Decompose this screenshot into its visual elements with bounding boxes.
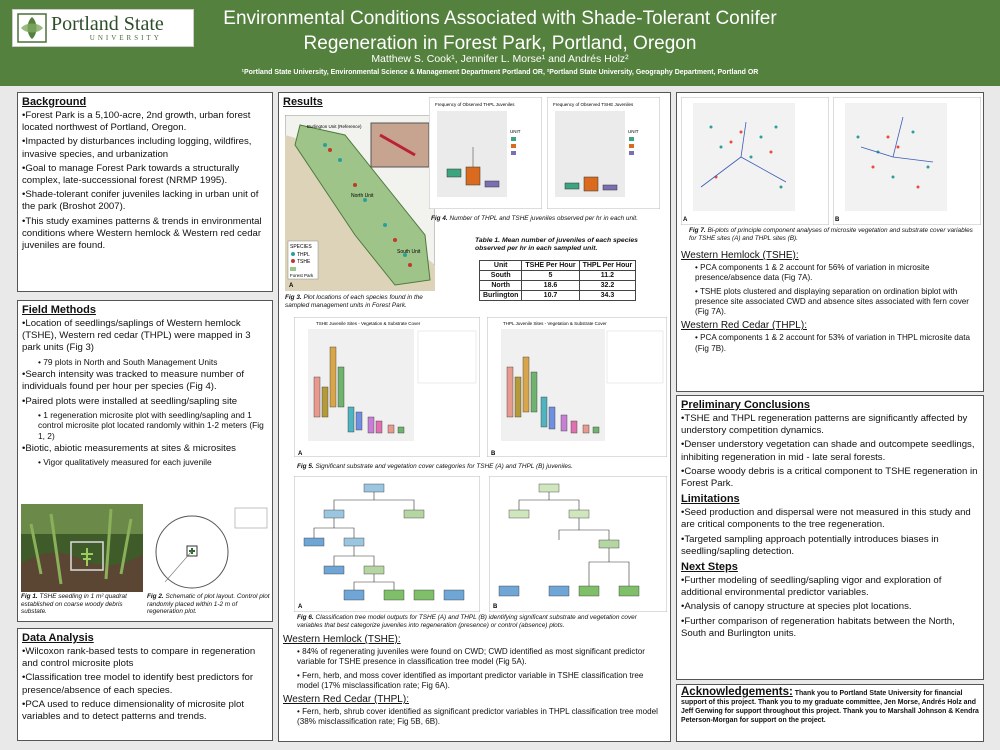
table-cell: South <box>480 271 522 281</box>
fig2-caption <box>147 593 271 616</box>
fig5-caption <box>297 463 657 471</box>
results-heading: Results <box>283 96 323 108</box>
fig2-caption-label: Fig 2. <box>147 593 164 600</box>
fig5-caption-text: Significant substrate and vegetation cover categories for TSHE (A) and THPL (B) juveniles. <box>313 463 573 470</box>
table-cell: 34.3 <box>579 291 636 301</box>
fig2-caption-text: Schematic of plot layout. Control plot randomly placed within 1-2 m of regeneration plot. <box>147 593 270 616</box>
pca-tshe-heading: Western Hemlock (TSHE): <box>681 250 799 261</box>
fig3-map <box>285 115 435 291</box>
da-bullet: •PCA used to reduce dimensionality of microsite plot variables and to detect patterns and trends. <box>22 698 244 723</box>
fig5-caption-label: Fig 5. <box>297 463 314 470</box>
next-step-bullet: •Further modeling of seedling/sapling vigor and exploration of additional environmental predictor variables. <box>681 575 942 599</box>
da-bullet: •Classification tree model to identify best predictors for presence/absence of each species. <box>22 672 254 696</box>
map-legend-title: SPECIES <box>290 244 312 250</box>
table1-caption <box>475 237 655 252</box>
data-analysis-list <box>18 646 272 723</box>
fig1-caption-text: TSHE seedling in 1 m² quadrat established on coarse woody debris substate. <box>21 593 127 616</box>
next-step-bullet: •Further comparison of regeneration habitats between the North, South and Burlington units. <box>681 615 955 639</box>
map-letter: A <box>289 283 294 289</box>
background-bullet: •Forest Park is a 5,100-acre, 2nd growth, urban forest located northwest of Portland, Oregon. <box>22 110 251 134</box>
conclusions-list <box>677 413 983 490</box>
map-legend-tshe: TSHE <box>297 259 311 265</box>
fig5b-title: THPL Juvenile Sites - Vegetation & Substrate Cover <box>503 321 607 326</box>
map-label-south: South Unit <box>397 249 421 255</box>
table-cell: 10.7 <box>522 291 579 301</box>
fm-subbullet: • Vigor qualitatively measured for each juvenile <box>38 457 212 468</box>
background-bullet: •Impacted by disturbances including logging, wildfires, invasive species, and urbanization <box>22 136 252 160</box>
next-step-bullet: •Analysis of canopy structure at species plot locations. <box>681 601 912 613</box>
conclusions-heading: Preliminary Conclusions <box>681 399 810 411</box>
fm-bullet: •Paired plots were installed at seedling/sapling site <box>22 395 238 407</box>
logo-subtitle: UNIVERSITY <box>89 34 162 42</box>
conclusion-bullet: •TSHE and THPL regeneration patterns are significantly affected by understory competition dynamics. <box>681 413 968 437</box>
poster-header <box>0 0 1000 86</box>
background-bullet: •Goal to manage Forest Park towards a structurally complex, late-successional forest (NRMP 1995). <box>22 162 240 187</box>
background-bullet: •This study examines patterns & trends in environmental conditions where Western hemlock & Western red cedar juveniles are found. <box>22 215 262 252</box>
fm-subbullet: • 79 plots in North and South Management Units <box>38 356 218 367</box>
fig6-caption <box>297 614 659 629</box>
fm-subbullet: • 1 regeneration microsite plot with seedling/sapling and 1 control microsite plot located randomly within 1-2 meters (Fig 1, 2) <box>38 409 264 441</box>
table-row <box>480 281 636 291</box>
next-steps-heading: Next Steps <box>681 561 738 574</box>
thpl-findings-heading: Western Red Cedar (THPL): <box>283 694 409 706</box>
fig3-caption <box>285 294 437 309</box>
background-list <box>18 110 272 252</box>
limitation-bullet: •Seed production and dispersal were not measured in this study and are critical components to the tree regeneration. <box>681 507 971 531</box>
pca-tshe-finding: • TSHE plots clustered and displaying separation on ordination biplot with presence site associated CWD and absence sites associated with fern cover (Fig 7A). <box>695 286 969 317</box>
fm-bullet: •Search intensity was tracked to measure number of individuals found per hour per species (Fig 4). <box>22 369 244 393</box>
table-cell: 11.2 <box>579 271 636 281</box>
table1-caption-text: Mean number of juveniles of each species observed per hr in each sampled unit. <box>475 237 638 252</box>
poster-title <box>200 6 800 56</box>
table-row <box>480 291 636 301</box>
psu-logo <box>12 9 194 47</box>
fig6-caption-text: Classification tree model outputs for TSHE (A) and THPL (B) identifying significant substrate and vegetation cover variables that best categorize juveniles into regeneration (presence) or control (absence) plots. <box>297 614 637 629</box>
table1 <box>479 260 636 301</box>
background-bullet: •Shade-tolerant conifer juveniles lacking in urban unit of the park (Broshot 2007). <box>22 189 259 213</box>
background-heading: Background <box>22 96 87 108</box>
fig4a-chart <box>429 97 542 209</box>
tshe-finding-text: Fern, herb, and moss cover identified as important predictor variable in TSHE classification tree model (17% misclassification rate; Fig 6A). <box>297 670 644 690</box>
table1-header-row <box>480 261 636 271</box>
fig7a-letter: A <box>683 217 688 223</box>
fig5a-title: TSHE Juvenile Sites - Vegetation & Substrate Cover <box>316 321 421 326</box>
fig6-caption-label: Fig 6. <box>297 614 314 621</box>
limitations-heading: Limitations <box>681 493 740 506</box>
table1-header: Unit <box>480 261 522 271</box>
pca-panel <box>676 92 984 392</box>
fig7b-biplot <box>833 97 981 225</box>
pca-thpl-heading: Western Red Cedar (THPL): <box>681 320 807 332</box>
fig4-caption-text: Number of THPL and TSHE juveniles observed per hr in each unit. <box>447 215 638 222</box>
data-analysis-panel <box>17 628 273 741</box>
fig5a-letter: A <box>298 451 303 457</box>
table1-header: THPL Per Hour <box>579 261 636 271</box>
table-cell: Burlington <box>480 291 522 301</box>
tshe-finding-text: 84% of regenerating juveniles were found on CWD; CWD identified as most significant predictor variable for TSHE presence in classification tree model (Fig 5A). <box>297 647 645 667</box>
table-row <box>480 271 636 281</box>
limitations-list <box>677 507 983 558</box>
fig3-caption-text: Plot locations of each species found in the sampled management units in Forest Park. <box>285 294 423 309</box>
fig3-caption-label: Fig 3. <box>285 294 302 301</box>
psu-logo-icon <box>17 13 47 43</box>
results-findings <box>279 631 669 731</box>
fig2-schematic <box>147 504 270 592</box>
conclusions-panel <box>676 395 984 680</box>
map-label-north: North Unit <box>351 193 374 199</box>
limitation-bullet: •Targeted sampling approach potentially introduces biases in seedling/sapling detection. <box>681 533 939 557</box>
acknowledgements-body: Thank you to Portland State University for financial support of this project. Thank you to my graduate committee, Jen Morse, Andrés Holz and Jeff Gerwing for support throughout this project. Thank you to Marshall Johnson & Kendra Peterson-Morgan for support on the project. <box>681 690 979 724</box>
fig7-caption <box>689 227 979 242</box>
fig4-caption <box>431 215 667 223</box>
conclusion-bullet: •Denser understory vegetation can shade and outcompete seedlings, inhibiting regeneration in mid - late seral forests. <box>681 439 975 463</box>
fig4b-title: Frequency of Observed TSHE Juveniles <box>553 102 634 107</box>
fig4a-title: Frequency of Observed THPL Juveniles <box>435 102 515 107</box>
fig4b-legend-title: UNIT <box>628 129 639 134</box>
background-panel <box>17 92 273 292</box>
pca-thpl-finding-text: PCA components 1 & 2 account for 53% of variation in THPL microsite data (Fig 7B). <box>695 333 971 353</box>
fig6a-tree <box>294 476 480 612</box>
acknowledgements-panel <box>676 684 984 742</box>
thpl-finding-text: Fern, herb, shrub cover identified as significant predictor variables in THPL classification tree model (38% misclassification rate; Fig 5B, 6B). <box>297 707 658 727</box>
fig7a-biplot <box>681 97 829 225</box>
fig7-caption-text: Bi-plots of principle component analyses of microsite vegetation and substrate cover variables for TSHE sites (A) and THPL sites (B). <box>689 227 973 242</box>
da-bullet: •Wilcoxon rank-based tests to compare in regeneration and control microsite plots <box>22 646 256 670</box>
affiliations: ¹Portland State University, Environmental Science & Management Department Portland OR, ²Portland State University, Geography Department, Portland OR <box>241 69 759 76</box>
field-methods-list <box>18 318 272 468</box>
fig7-caption-label: Fig 7. <box>689 227 706 234</box>
pca-thpl-finding: • PCA components 1 & 2 account for 53% of variation in THPL microsite data (Fig 7B). <box>695 333 971 353</box>
fig4a-legend-title: UNIT <box>510 129 521 134</box>
fig5b-chart <box>487 317 667 457</box>
acknowledgements-heading: Acknowledgements: <box>681 686 793 698</box>
table1-header: TSHE Per Hour <box>522 261 579 271</box>
tshe-finding: • 84% of regenerating juveniles were found on CWD; CWD identified as most significant predictor variable for TSHE presence in classification tree model (Fig 5A). <box>297 647 645 667</box>
fig7b-letter: B <box>835 217 840 223</box>
fm-bullet: •Biotic, abiotic measurements at sites & microsites <box>22 443 236 455</box>
pca-findings <box>677 247 983 357</box>
fig4-caption-label: Fig 4. <box>431 215 448 222</box>
acknowledgements-text <box>677 685 983 728</box>
table-cell: 5 <box>522 271 579 281</box>
fig1-caption <box>21 593 145 616</box>
authors: Matthew S. Cook¹, Jennifer L. Morse¹ and Andrés Holz² <box>371 53 629 65</box>
next-steps-list <box>677 575 983 640</box>
fig6b-tree <box>489 476 667 612</box>
tshe-finding: • Fern, herb, and moss cover identified as important predictor variable in TSHE classification tree model (17% misclassification rate; Fig 6A). <box>297 670 644 690</box>
results-panel <box>278 92 671 742</box>
pca-tshe-finding-text: TSHE plots clustered and displaying separation on ordination biplot with presence site associated CWD and absence sites associated with fern cover (Fig 7A). <box>695 286 969 317</box>
conclusion-bullet: •Coarse woody debris is a critical component to TSHE regeneration in Forest Park. <box>681 465 978 490</box>
title-line-2: Regeneration in Forest Park, Portland, Oregon <box>303 33 697 54</box>
map-legend-thpl: THPL <box>297 252 310 258</box>
logo-name: Portland State <box>51 13 164 35</box>
fig5a-chart <box>294 317 480 457</box>
table-cell: 18.6 <box>522 281 579 291</box>
field-methods-heading: Field Methods <box>22 304 96 316</box>
table-cell: North <box>480 281 522 291</box>
fig5b-letter: B <box>491 451 496 457</box>
fig6a-letter: A <box>298 604 303 610</box>
field-methods-panel <box>17 300 273 622</box>
table-cell: 32.2 <box>579 281 636 291</box>
title-line-1: Environmental Conditions Associated with Shade-Tolerant Conifer <box>223 8 777 29</box>
table1-caption-label: Table 1. <box>475 237 501 244</box>
map-label-burlington: Burlington Unit (Reference) <box>307 124 362 129</box>
pca-tshe-finding: • PCA components 1 & 2 account for 56% of variation in microsite presence/absence data (Fig 7A). <box>695 263 930 283</box>
data-analysis-heading: Data Analysis <box>22 632 94 644</box>
fig6b-letter: B <box>493 604 498 610</box>
fig1-caption-label: Fig 1. <box>21 593 38 600</box>
fig4b-chart <box>547 97 660 209</box>
thpl-finding: • Fern, herb, shrub cover identified as significant predictor variables in THPL classification tree model (38% misclassification rate; Fig 5B, 6B). <box>297 707 658 727</box>
fig1-photo <box>21 504 143 592</box>
fm-bullet: •Location of seedlings/saplings of Western hemlock (TSHE), Western red cedar (THPL) were mapped in 3 park units (Fig 3) <box>22 318 251 354</box>
pca-tshe-finding-text: PCA components 1 & 2 account for 56% of variation in microsite presence/absence data (Fig 7A). <box>695 263 930 283</box>
tshe-findings-heading: Western Hemlock (TSHE): <box>283 634 401 645</box>
map-legend-park: Forest Park <box>290 273 314 278</box>
